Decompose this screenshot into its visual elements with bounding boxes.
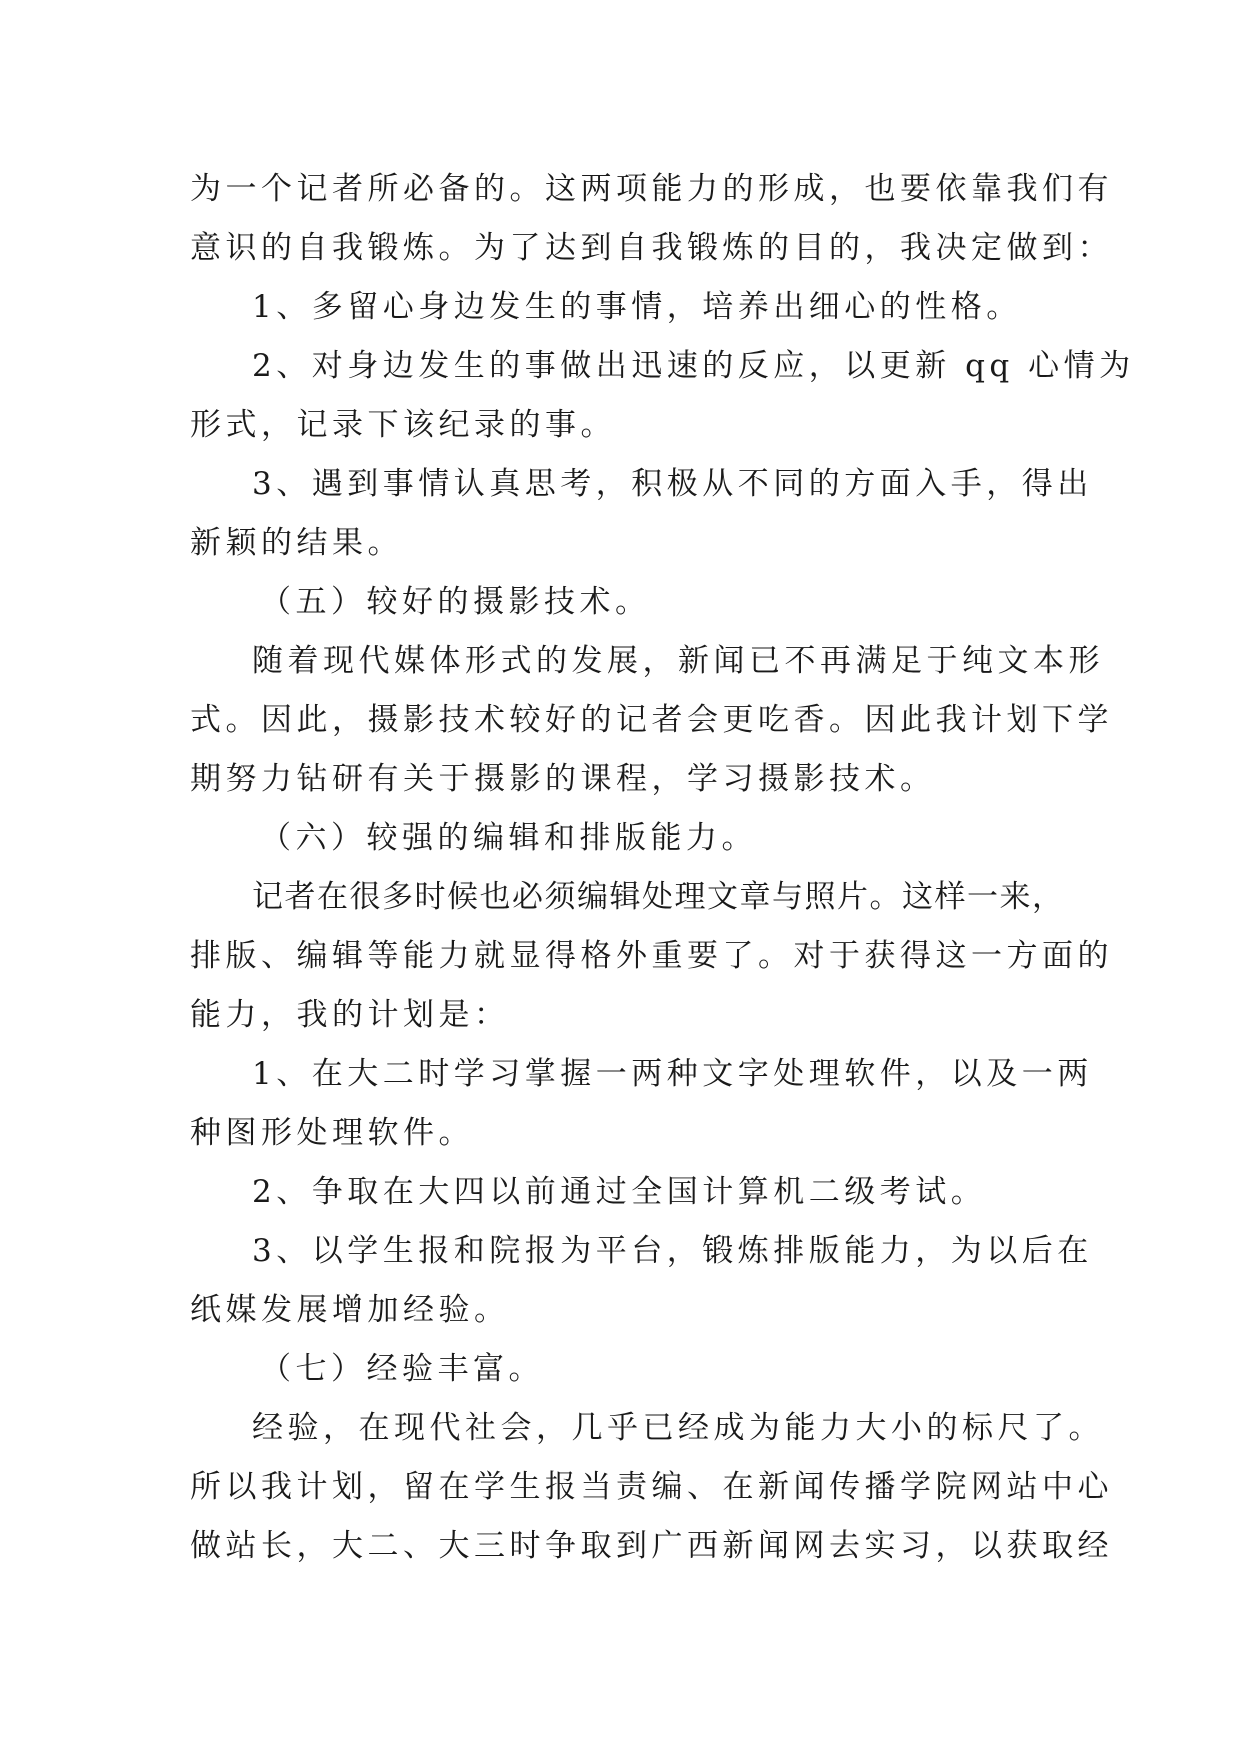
list-item: 2、争取在大四以前通过全国计算机二级考试。 [252, 1174, 987, 1210]
paragraph-start: 记者在很多时候也必须编辑处理文章与照片。这样一来， [252, 879, 1065, 915]
text-line: 期努力钻研有关于摄影的课程，学习摄影技术。 [190, 761, 936, 797]
text-line: 纸媒发展增加经验。 [190, 1292, 510, 1328]
text-line: 新颖的结果。 [190, 525, 403, 561]
list-item: 1、在大二时学习掌握一两种文字处理软件，以及一两 [252, 1056, 1093, 1092]
text-line: 为一个记者所必备的。这两项能力的形成，也要依靠我们有 [190, 171, 1113, 207]
text-line: 种图形处理软件。 [190, 1115, 474, 1151]
paragraph-start: 随着现代媒体形式的发展，新闻已不再满足于纯文本形 [252, 643, 1104, 679]
section-heading: （五）较好的摄影技术。 [260, 584, 651, 620]
section-heading: （七）经验丰富。 [260, 1351, 544, 1387]
section-heading: （六）较强的编辑和排版能力。 [260, 820, 757, 856]
document-body [190, 160, 1135, 1576]
list-item: 2、对身边发生的事做出迅速的反应，以更新 qq 心情为 [252, 348, 1135, 384]
list-item: 3、以学生报和院报为平台，锻炼排版能力，为以后在 [252, 1233, 1093, 1269]
text-line: 式。因此，摄影技术较好的记者会更吃香。因此我计划下学 [190, 702, 1113, 738]
text-line: 所以我计划，留在学生报当责编、在新闻传播学院网站中心 [190, 1469, 1113, 1505]
list-item: 3、遇到事情认真思考，积极从不同的方面入手，得出 [252, 466, 1093, 502]
paragraph-start: 经验，在现代社会，几乎已经成为能力大小的标尺了。 [252, 1410, 1104, 1446]
list-item: 1、多留心身边发生的事情，培养出细心的性格。 [252, 289, 1022, 325]
text-line: 排版、编辑等能力就显得格外重要了。对于获得这一方面的 [190, 938, 1113, 974]
text-line: 意识的自我锻炼。为了达到自我锻炼的目的，我决定做到： [190, 230, 1113, 266]
text-line: 做站长，大二、大三时争取到广西新闻网去实习，以获取经 [190, 1528, 1113, 1564]
text-line: 形式，记录下该纪录的事。 [190, 407, 616, 443]
text-line: 能力，我的计划是： [190, 997, 510, 1033]
